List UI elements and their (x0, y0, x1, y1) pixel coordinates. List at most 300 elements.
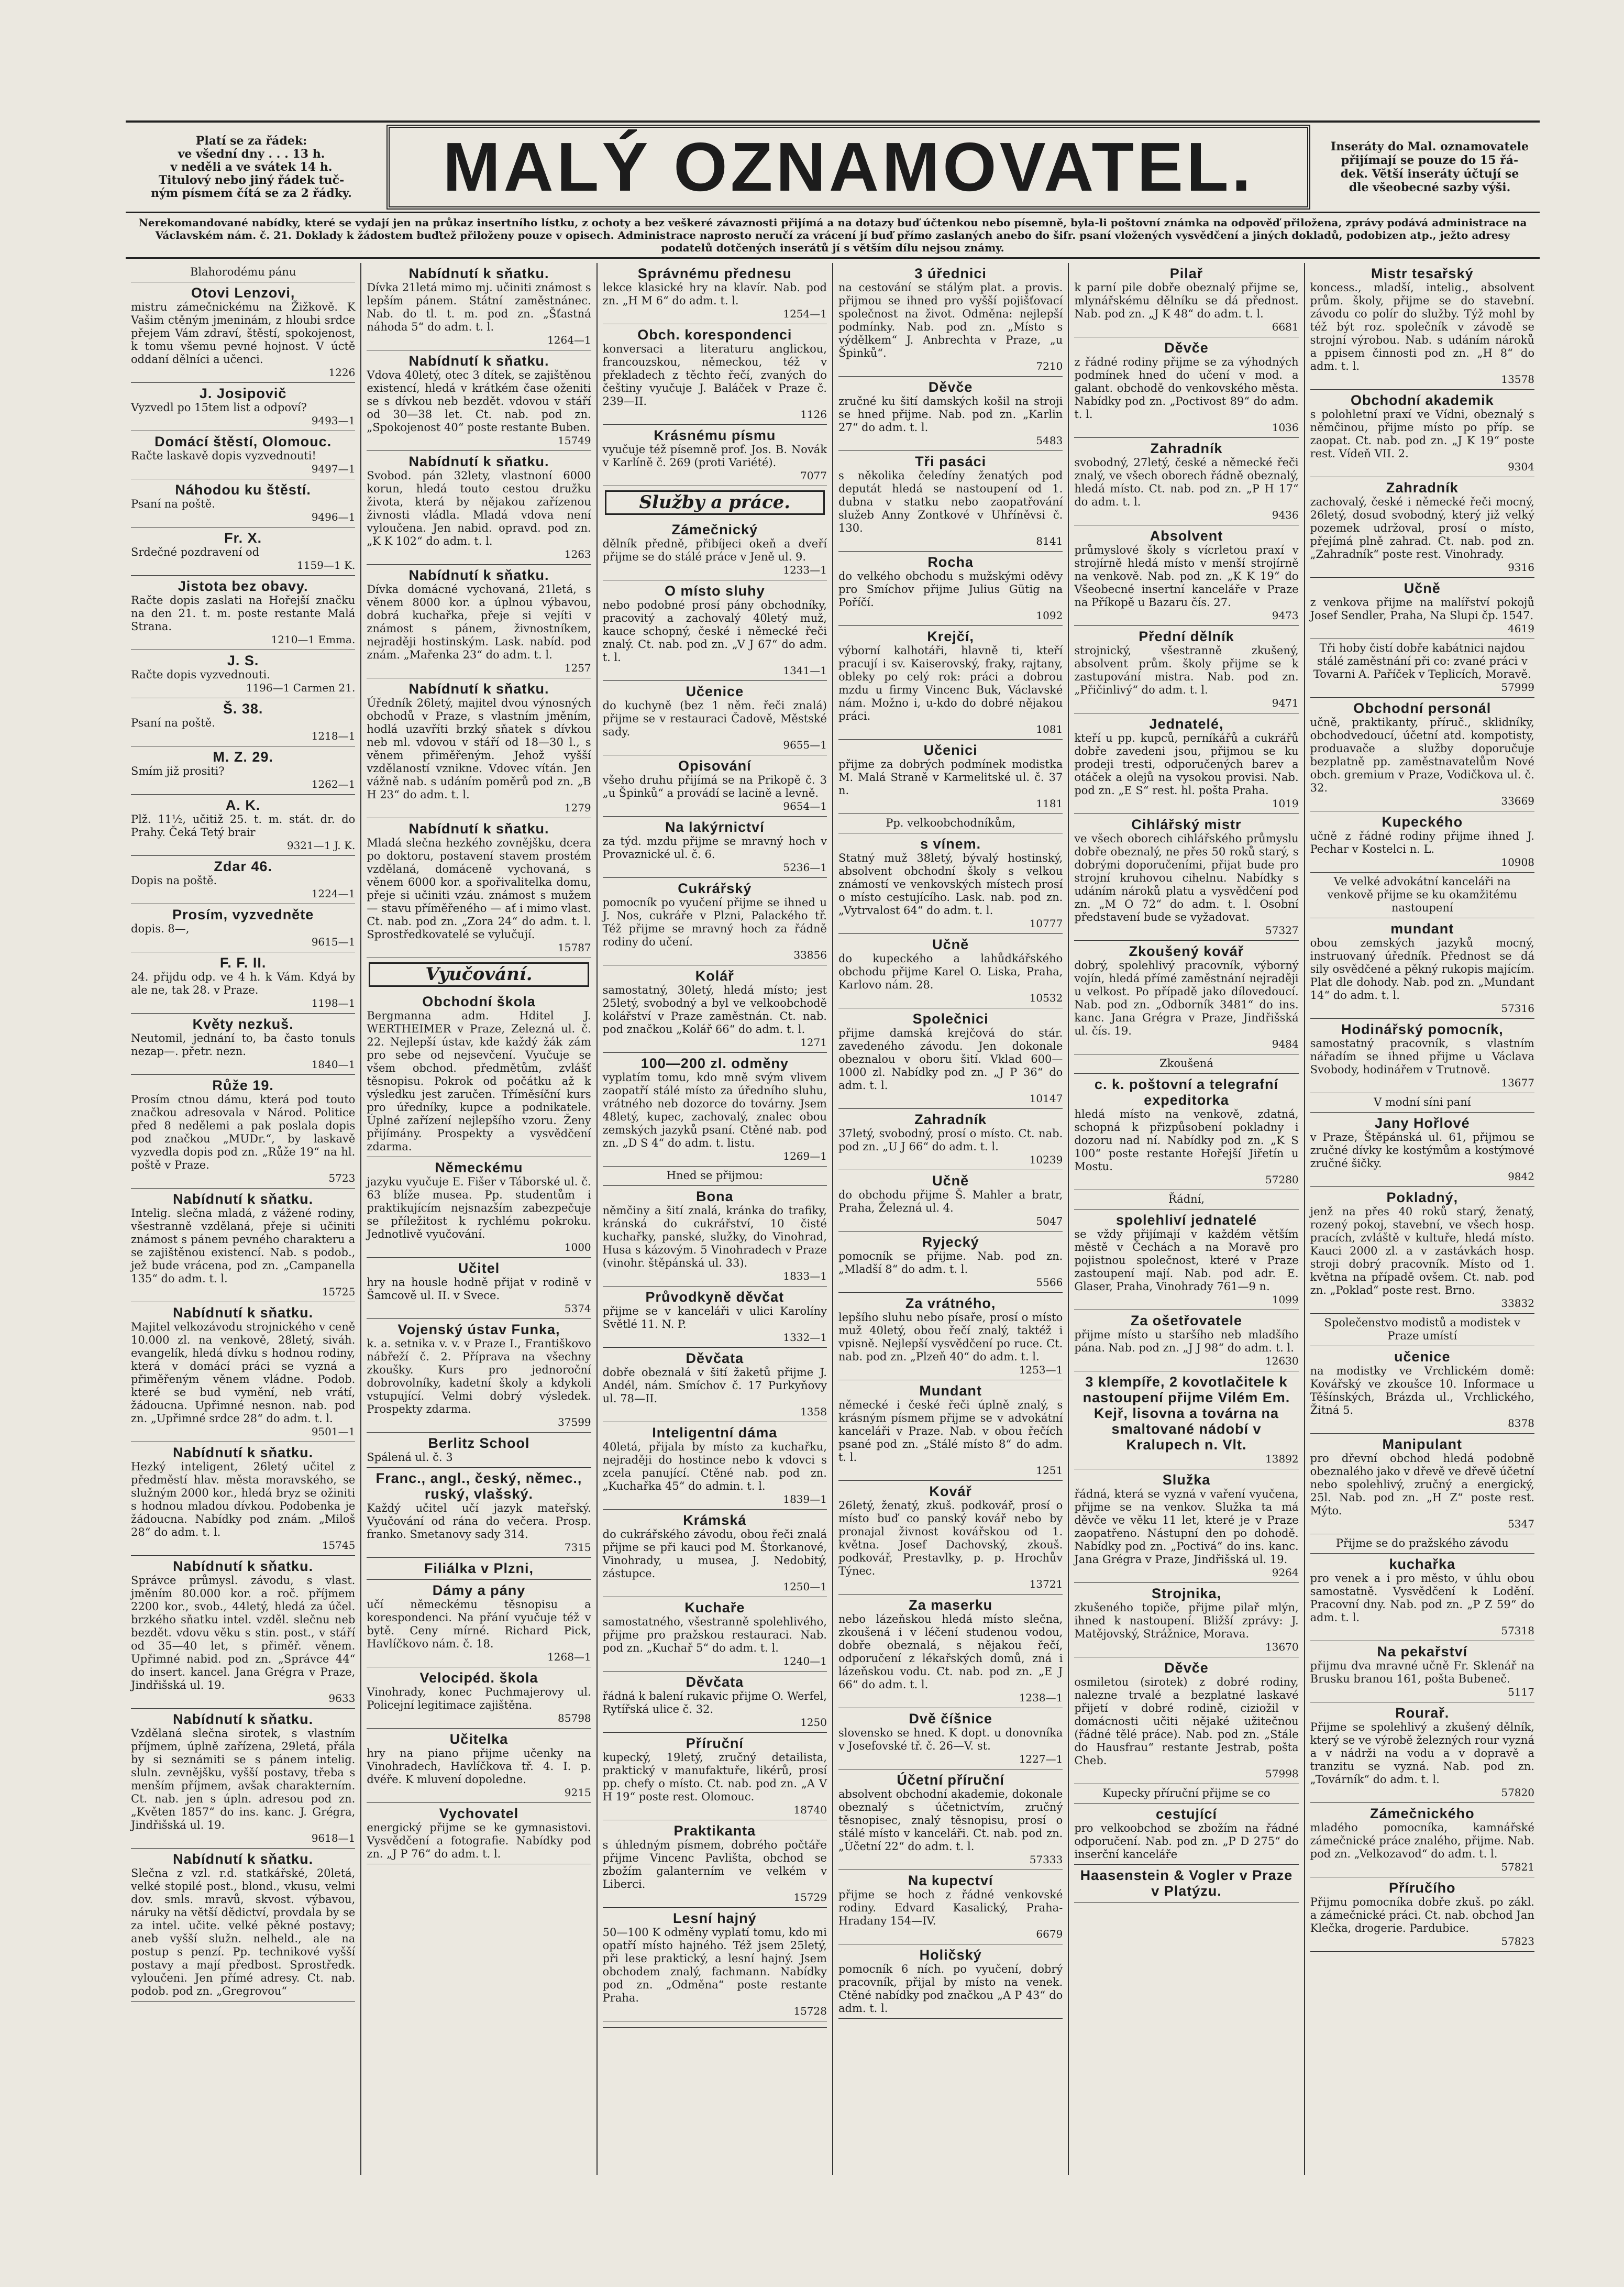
classified-ad (131, 1709, 355, 1849)
classified-ad (1310, 578, 1534, 639)
classified-ad (367, 1558, 591, 1580)
ad-heading: Nabídnutí k sňatku. (408, 353, 549, 369)
ad-heading: Průvodkyně děvčat (645, 1289, 785, 1305)
ad-number: 9493—1 (311, 414, 356, 427)
ad-number: 1262—1 (311, 778, 356, 790)
ad-body: přijme za dobrých podmínek modistka M. Malá Straně v Karmelitské ul. č. 37 n. (838, 758, 1063, 797)
ad-number: 15787 (558, 941, 591, 954)
classified-ad (131, 1556, 355, 1709)
masthead (126, 120, 1540, 213)
ad-heading: Vojenský ústav Funka, (397, 1322, 560, 1337)
ad-heading: Praktikanta (673, 1823, 756, 1839)
ad-number: 5117 (1508, 1686, 1534, 1698)
ad-body: z venkova přijme na malířství pokojů Josef Sendler, Praha, Na Slupi čp. 1547. (1310, 596, 1534, 622)
classified-ad (603, 1422, 827, 1510)
ad-number: 1271 (800, 1036, 827, 1049)
ad-heading: O místo sluhy (665, 583, 765, 599)
ad-number: 57820 (1501, 1786, 1534, 1799)
ad-number: 9655—1 (783, 739, 827, 751)
classified-ad (131, 746, 355, 795)
ad-number: 12630 (1265, 1355, 1299, 1367)
ad-heading: 3 úřednici (914, 266, 987, 281)
ad-body: s polohletní praxí ve Vídni, obeznalý s němčinou, přijme místo po příp. se zaopat. Ct. nab. pod zn. „J K 19“ poste rest. Vídeň VII. 2. (1310, 408, 1534, 460)
ad-number: 9215 (564, 1786, 591, 1799)
ad-heading: Za vrátného, (905, 1295, 996, 1311)
section-heading: Služby a práce. (605, 490, 825, 515)
ad-number: 9321—1 J. K. (286, 839, 356, 852)
ad-body: Přijme se spolehlivý a zkušený dělník, který se ve výrobě železných rour vyzná a v nádrži na vodu a v dopravě a tranzitu se vyzná. Nab. pod zn. „Továrník“ do adm. t. l. (1310, 1721, 1534, 1786)
ad-heading: Společnici (912, 1011, 989, 1027)
ad-heading: M. Z. 29. (213, 749, 273, 765)
classified-ad (367, 1319, 591, 1433)
ad-number: 13677 (1501, 1076, 1534, 1089)
ad-number: 5723 (328, 1172, 356, 1184)
ad-heading: Zdar 46. (214, 859, 272, 874)
classified-ad (131, 1302, 355, 1442)
ad-heading: Nabídnutí k sňatku. (408, 454, 549, 469)
ad-body: do velkého obchodu s mužskými oděvy pro Smíchov přijme Julius Gütig na Poříčí. (838, 570, 1063, 609)
ad-heading: Berlitz School (428, 1435, 530, 1451)
classified-ad (838, 1708, 1063, 1769)
rates-line: ným písmem čítá se za 2 řádky. (151, 186, 352, 200)
ad-body: absolvent obchodní akademie, dokonale obeznalý s účetnictvím, zručný těsnopisec, znalý těsnopisu, prosí o stálé místo v kanceláři. Ct. nab. pod zn. „Účetní 22“ do adm. t. l. (838, 1788, 1063, 1853)
ad-heading: Haasenstein & Vogler v Praze v Platýzu. (1080, 1867, 1293, 1899)
classified-ad (1074, 438, 1298, 525)
classified-ad (367, 565, 591, 678)
ad-body: Správce průmysl. závodu, s vlast. jměním 80.000 kor. a roč. příjmem 2200 kor., svob., 44letý, hledá za účel. brzkého sňatku intel. vzděl. slečnu neb bezdět. vdovu věku s stin. post., v stáří od 35—40 let, s přiměř. věnem. Upřimné nabid. pod zn. „Správce 44“ do insert. kancel. Jana Grégra v Praze, Jindřišská ul. 19. (131, 1574, 356, 1691)
ad-heading: Franc., angl., český, němec., ruský, vlašský. (375, 1470, 582, 1502)
ad-number: 1233—1 (783, 564, 827, 576)
ad-body: 26letý, ženatý, zkuš. podkovář, prosí o místo buď co panský kovář nebo by pronajal živnost kovářskou od 1. května. Josef Dachovský, zkouš. podkovář, Prestavlky, p. p. Hrochův Týnec. (838, 1499, 1063, 1577)
ad-body: k. a. setnika v. v. v Praze I., Františkovo nábřeží č. 2. Příprava na všechny zkoušky. Kurs pro jednoroční dobrovolníky, kadetní školy a kdykoli vstupující. Velmi dobrý výsledek. Prospekty zdarma. (367, 1337, 591, 1415)
classified-ad (1310, 1803, 1534, 1877)
ad-number: 1341—1 (783, 664, 827, 677)
ad-body: nebo podobné prosí pány obchodníky, pracovitý a zachovalý 40letý muž, kauce schopný, české i německé řeči znalý. Ct. nab. pod zn. „V J 67“ do adm. t. l. (602, 599, 827, 664)
classified-ad (131, 795, 355, 856)
ad-heading: spolehliví jednatelé (1115, 1212, 1257, 1228)
ad-number: 37599 (558, 1416, 591, 1428)
ad-heading: Jednatelé, (1149, 716, 1224, 732)
administration-notice: Nerekomandované nabídky, které se vydají jen na průkaz insertního lístku, z ochoty a bez veškeré závaznosti přijímá a na dotazy buď účtenkou nebo písemně, byla-li poštovní známka na odpověď přiložena, zprávy podává administrace na Václavském nám. č. 21. Doklady k žádostem buďtež přiloženy pouze v opisech. Administrace naprosto neručí za vrácení jí buď přímo zaslaných anebo do šifr. psaní vložených vysvědčení a jiných dokladů, podobizen atp., ježto adresy podatelů dotčených inserátů jí s větším dílu nejsou známy. (126, 213, 1540, 259)
ad-body: pro velkoobchod se zbožím na řádné odporučení. Nab. pod zn. „P D 275“ do inserční kanceláře (1074, 1822, 1299, 1861)
classified-ad (131, 282, 355, 383)
ad-number: 5566 (1036, 1276, 1063, 1289)
ad-heading: Na pekařství (1377, 1644, 1468, 1659)
ad-heading: Učně (932, 937, 969, 952)
ad-number: 1218—1 (311, 730, 356, 742)
ad-body: Svobod. pán 32lety, vlastnoní 6000 korun, hledá touto cestou družku života, která by nějakou zařízenou živnosti vládla. Mladá vdova není vyloučena. Jen nabid. opravd. pod zn. „K K 102“ do adm. t. l. (367, 469, 591, 547)
ad-body: lepšího sluhu nebo písaře, prosí o místo muž 40letý, obou řečí znalý, taktéž i vpisně. Nejlepší vysvědčení po ruce. Ct. nab. pod zn. „Plzeň 40“ do adm. t. l. (838, 1311, 1063, 1363)
classified-ad (603, 1820, 827, 1908)
classified-ad (838, 833, 1063, 934)
classified-ad (603, 1053, 827, 1167)
classified-ad (838, 1008, 1063, 1109)
ad-number: 1279 (564, 801, 591, 814)
ad-body: k parní pile dobře obeznalý přijme se, mlynářskému dělníku se dá přednost. Nab. pod zn. „J K 48“ do adm. t. l. (1074, 281, 1299, 320)
ad-body: mistru zámečnickému na Žižkově. K Vašim ctěným jmeninám, z hloubi srdce přejem Vám zdraví, štěstí, spokojenost, k tomu všemu pevné hojnost. V úctě oddaní dělníci a učenci. (131, 301, 356, 366)
ad-heading: Zámečnického (1370, 1806, 1475, 1821)
classified-ad (603, 965, 827, 1053)
ad-body: hry na piano přijme učenky na Vinohradech, Havlíčkova tř. 4. I. p. dvéře. K mluvení dopoledne. (367, 1747, 591, 1786)
ad-body: za týd. mzdu přijme se mravný hoch v Provaznické ul. č. 6. (602, 835, 827, 861)
ad-number: 10532 (1029, 992, 1063, 1004)
classified-ad (1310, 1641, 1534, 1702)
ad-number: 33832 (1501, 1297, 1534, 1310)
ad-body: přijme se v kanceláři v ulici Karolíny Světlé 11. N. P. (602, 1305, 827, 1331)
ad-number: 13892 (1265, 1453, 1299, 1465)
ad-heading: Cukrářský (678, 881, 752, 896)
ad-number: 6681 (1272, 321, 1299, 333)
ad-number: 10777 (1029, 917, 1063, 930)
ad-number: 1036 (1272, 421, 1299, 434)
ad-heading: Učitel (458, 1260, 500, 1276)
classified-ad (1310, 1187, 1534, 1314)
ad-heading: s vínem. (920, 836, 981, 852)
ad-body: zručné ku šití damských košil na stroji se hned přijme. Nab. pod zn. „Karlin 27“ do adm. t. l. (838, 395, 1063, 434)
ad-number: 10908 (1501, 856, 1534, 868)
ad-body: dělník předně, přibíjeci okeň a dveří přijme se do stálé práce v Jeně ul. 9. (602, 537, 827, 563)
page-title: MALÝ OZNAMOVATEL. (386, 125, 1310, 210)
ad-heading: Nabídnutí k sňatku. (408, 681, 549, 697)
classified-ad (131, 952, 355, 1014)
classified-ad (1074, 263, 1298, 337)
classified-ad (1074, 337, 1298, 438)
classified-ad (131, 263, 355, 282)
ad-heading: Š. 38. (223, 701, 263, 717)
ad-body: pro venek a i pro město, v úhlu obou samostatně. Vysvědčení k Lodění. Pracovní dny. Nab. pod zn. „P Z 59“ do adm. t. l. (1310, 1572, 1534, 1624)
ad-body: pro dřevní obchod hledá podobně obeznalého jako v dřevě ve dřevě účetní nebo spolehlivý, zručný a energický, 25l. Nab. pod zn. „H Z“ poste rest. Mýto. (1310, 1452, 1534, 1517)
ad-number: 1227—1 (1019, 1753, 1063, 1765)
ad-number: 1159—1 K. (297, 559, 356, 571)
ad-heading: Zahradník (1150, 441, 1223, 456)
ad-heading: Děvče (928, 379, 973, 395)
ad-heading: Děvče (1164, 340, 1209, 356)
ad-body: vyučuje též písemně prof. Jos. B. Novák v Karlíně č. 269 (proti Variété). (602, 443, 827, 469)
ad-number: 57327 (1265, 924, 1299, 937)
ad-number: 5347 (1508, 1518, 1534, 1530)
classified-ad (1074, 1469, 1298, 1583)
classified-ad (131, 383, 355, 431)
ad-body: 24. přijdu odp. ve 4 h. k Vám. Kdyá by ale ne, tak 28. v Praze. (131, 971, 356, 996)
ad-body: Vinohrady, konec Puchmajerovy ul. Policejní legitimace zajištěna. (367, 1686, 591, 1711)
classified-ad (603, 1672, 827, 1733)
ad-body: Intelig. slečna mladá, z vážené rodiny, všestranně vzdělaná, přeje si učiniti známost s pánem pevného charakteru a se zajištěnou existencí. Nab. s podob., jež bude vrácena, pod zn. „Campanella 135“ do adm. t. l. (131, 1207, 356, 1285)
ad-body: Statný muž 38letý, bývalý hostinský, absolvent obchodní školy s velkou známostí ve venkovských místech prosí o místo cestujícího. Lask. nab. pod zn. „Vytrvalost 64“ do adm. t. l. (838, 852, 1063, 917)
ad-body: z řádné rodiny přijme se za výhodných podmínek hned do učení v mod. a galant. obchodě do venkovského města. Nabídky pod zn. „Poctivost 89“ do adm. t. l. (1074, 356, 1299, 421)
ad-body: dobře obeznalá v šití žaketů přijme J. Andél, nám. Smíchov č. 17 Purkyňovy ul. 78—II. (602, 1366, 827, 1405)
ad-number: 1226 (328, 366, 356, 379)
classified-ad (1310, 1702, 1534, 1803)
ad-body: obou zemských jazyků mocný, instruovaný úředník. Přednost se dá sily osvědčené a pěkný rukopis majícím. Plat dle dohody. Nab. pod zn. „Mundant 14“ do adm. t. l. (1310, 937, 1534, 1002)
ad-number: 1839—1 (783, 1493, 827, 1505)
ad-heading: Krejčí, (927, 629, 974, 644)
classified-ad (131, 698, 355, 746)
classified-ad (603, 1510, 827, 1597)
ad-heading: Krámská (683, 1512, 747, 1528)
ad-heading: Učitelka (449, 1731, 509, 1747)
classified-ad (838, 814, 1063, 833)
ad-body: dopis. 8—, (131, 922, 190, 935)
rates-line: Platí se za řádek: (195, 134, 307, 148)
classified-ad (131, 479, 355, 527)
terms-line: přijímají se pouze do 15 řá- (1341, 153, 1519, 167)
ad-number: 1224—1 (311, 887, 356, 900)
classified-ad (1074, 1784, 1298, 1804)
ad-body: všeho druhu přijímá se na Prikopě č. 3 „u Špinků“ a provádí se lacině a levně. (602, 774, 827, 799)
ad-body: jenž na přes 40 roků starý, ženatý, rozený pokoj, stavební, ve všech hosp. pracích, zvláště v kultuře, hledá místo. Kauci 2000 zl. a v zastávkách hosp. stroji dobrý pracovník. Místo od 1. května na případě ovšem. Ct. nab. pod zn. „Poklad“ poste rest. Brno. (1310, 1205, 1534, 1296)
ad-heading: J. S. (227, 653, 259, 668)
ad-body: slovensko se hned. K dopt. u donovníka v Josefovské tř. č. 26—V. st. (838, 1727, 1063, 1752)
classified-ad (1310, 1314, 1534, 1346)
ad-heading: Příruční (686, 1735, 744, 1751)
ad-heading: Jistota bez obavy. (178, 578, 308, 594)
classified-ad (1310, 1346, 1534, 1434)
classified-ad (131, 856, 355, 904)
ad-heading: Obchodní akademik (1351, 392, 1494, 408)
ad-number: 7315 (564, 1541, 591, 1554)
classified-ad (603, 1733, 827, 1820)
classified-ad (603, 324, 827, 425)
ad-number: 9654—1 (783, 800, 827, 812)
ad-heading: Učně (1404, 580, 1441, 596)
ad-body: Vyzvedl po 15tem list a odpoví? (131, 401, 307, 414)
ad-body: Račte dopis zaslati na Hořejší značku na den 21. t. m. poste restante Malá Strana. (131, 594, 356, 633)
ad-body: německé i české řeči úplně znalý, s krásným písmem přijme se v advokátní kanceláři v Praze. Nab. v obou řečích psané pod zn. „Stálé místo 8“ do adm. t. l. (838, 1399, 1063, 1464)
ad-number: 1126 (800, 408, 827, 421)
ad-heading: Německému (435, 1160, 523, 1175)
classified-ad (1310, 811, 1534, 873)
ad-number: 1181 (1036, 797, 1063, 810)
classified-ad (367, 678, 591, 818)
ad-body: zkušeného topiče, přijme pilař mlýn, ihned k nastoupení. Bližší zprávy: J. Matějovský, Strážnice, Morava. (1074, 1601, 1299, 1640)
classified-ad (603, 519, 827, 580)
ad-body: přijme damská krejčová do stár. zavedeného závodu. Jen dokonale obeznalou v oboru šití. Vklad 600—1000 zl. Nabídky pod zn. „J P 36“ do adm. t. l. (838, 1027, 1063, 1092)
ad-body: pomocník 6 ních. po vyučení, dobrý pracovník, přijal by místo na venek. Ctěné nabídky pod značkou „A P 43“ do adm. t. l. (838, 1963, 1063, 2015)
classified-ad (367, 1468, 591, 1558)
ad-number: 1358 (800, 1405, 827, 1418)
classified-ad (838, 1481, 1063, 1595)
ad-body: Tři hoby čistí dobře kabátnici najdou stálé zaměstnání při co: zvané práci v Tovarni A. Paříček v Teplicích, Moravě. (1313, 642, 1531, 680)
classified-ad (131, 1189, 355, 1302)
ad-heading: Za ošetřovatele (1130, 1313, 1243, 1328)
ad-body: Přijmu pomocníka dobře zkuš. po zákl. a zámečnické práci. Ct. nab. obchod Jan Klečka, drogerie. Pardubice. (1310, 1896, 1534, 1934)
classified-ad (1074, 1583, 1298, 1657)
ad-body: do kuchyně (bez 1 něm. řeči znalá) přijme se v restauraci Čadově, Městské sady. (602, 699, 827, 738)
ad-body: na modistky ve Vrchlickém domě: Kovářský ve zkoušce 10. Informace u Těšínských, Brázda ul., Vrchlického, Žitná 5. (1310, 1365, 1534, 1416)
ad-body: 37letý, svobodný, prosí o místo. Ct. nab. pod zn. „U J 66“ do adm. t. l. (838, 1127, 1063, 1153)
ad-number: 5483 (1036, 434, 1063, 447)
rates-box (126, 135, 377, 200)
ad-heading: Ryjecký (922, 1234, 979, 1250)
ad-body: se vždy přijímají v každém větším městě v Čechách a na Moravě pro pojistnou společnost, které v Praze zastoupení mají. Nab. pod adr. E. Glaser, Praha, Vinohrady 761—9 n. (1074, 1228, 1299, 1293)
classified-ad (1074, 713, 1298, 814)
ad-number: 5374 (564, 1302, 591, 1315)
ad-body: Pp. velkoobchodníkům, (886, 817, 1016, 829)
ad-heading: Nabídnutí k sňatku. (173, 1711, 314, 1727)
classified-ad (838, 1944, 1063, 2019)
ad-heading: Děvče (1164, 1660, 1209, 1676)
ad-number: 9304 (1508, 460, 1534, 473)
classified-ad (1310, 1554, 1534, 1641)
ad-heading: Děvčata (686, 1350, 744, 1366)
ad-heading: Na lakýrnictví (665, 819, 765, 835)
ad-heading: Cihlářský mistr (1131, 817, 1242, 832)
classified-ad (1074, 1054, 1298, 1074)
classified-ad (1074, 525, 1298, 626)
ad-body: Majitel velkozávodu strojnického v ceně 10.000 zl. na venkově, 28letý, siváh. evangelík, hledá dívku s hodnou rodiny, která v domácí práci se vyzná a přiměřeným věnem vládne. Podob. které se bud vymění, neb vrátí, žádoucna. Upřimné nesnon. nab. pod zn. „Upřimné srdce 28“ do adm. t. l. (131, 1321, 356, 1425)
classified-ad (367, 1667, 591, 1729)
ad-number: 1196—1 Carmen 21. (246, 681, 356, 694)
classified-ad (603, 817, 827, 878)
ad-heading: kuchařka (1389, 1556, 1456, 1572)
ad-number: 9316 (1508, 561, 1534, 574)
ad-heading: Tři pasáci (915, 454, 987, 469)
classified-ad (603, 425, 827, 486)
ad-column (1069, 263, 1305, 2175)
ad-body: hry na housle hodně přijat v rodině v Šamcově ul. II. v Svece. (367, 1276, 591, 1302)
ad-body: koncess., mladší, intelig., absolvent prům. školy, přijme se do stavební. závodu co polír do služby. Týž mohl by též být roz. společník v závodě se strojní výrobou. Nab. s udáním nároků a ppisem činnosti pod zn. „H 8“ do adm. t. l. (1310, 281, 1534, 372)
ad-body: Hned se přijmou: (666, 1169, 763, 1182)
ad-heading: Krásnému písmu (654, 427, 776, 443)
classified-ad (367, 1433, 591, 1468)
ad-heading: Rocha (927, 554, 974, 570)
ad-body: Ve velké advokátní kanceláři na venkově přijme se ku okamžitému nastoupení (1327, 875, 1518, 914)
ad-body: učí německému těsnopisu a korespondenci. Na přání vyučuje též v bytě. Ceny mírné. Richard Pick, Havlíčkovo nám. č. 18. (367, 1598, 591, 1650)
classified-ad (1074, 814, 1298, 941)
classified-ad (838, 552, 1063, 626)
ad-heading: Obchodní personál (1353, 700, 1492, 716)
classified-ad (1310, 639, 1534, 698)
ad-heading: Přední dělník (1139, 629, 1234, 644)
ad-body: přijme místo u staršího neb mladšího pána. Nab. pod zn. „J J 98“ do adm. t. l. (1074, 1328, 1299, 1354)
classified-ad (1310, 1434, 1534, 1534)
ad-body: lekce klasické hry na klavír. Nab. pod zn. „H M 6“ do adm. t. l. (602, 281, 827, 307)
classified-ad (1310, 873, 1534, 918)
terms-line: Inseráty do Mal. oznamovatele (1330, 140, 1529, 153)
ad-heading: Služka (1162, 1472, 1211, 1488)
classified-ad (838, 1769, 1063, 1870)
ad-heading: Kupeckého (1382, 814, 1463, 830)
ad-body: Blahorodému pánu (190, 266, 296, 278)
ad-number: 1264—1 (547, 334, 591, 346)
ad-number: 1210—1 Emma. (271, 633, 356, 646)
ad-body: pomocník se přijme. Nab. pod zn. „Mladší 8“ do adm. t. l. (838, 1250, 1063, 1276)
classified-ad (131, 650, 355, 698)
ad-columns (126, 263, 1540, 2175)
rates-line: v neděli a ve svátek 14 h. (170, 160, 333, 174)
ad-heading: Děvčata (686, 1674, 744, 1690)
classified-ad (1310, 698, 1534, 811)
classified-ad (603, 755, 827, 817)
ad-heading: Správnému přednesu (637, 266, 792, 281)
ad-body: samostatného, všestranně spolehlivého, přijme pro pražskou restauraci. Nab. pod zn. „Kuchař 5“ do adm. t. l. (602, 1615, 827, 1654)
ad-heading: Velocipéd. škola (419, 1670, 538, 1686)
ad-heading: 100—200 zl. odměny (640, 1055, 789, 1071)
ad-body: Zkoušená (1159, 1057, 1213, 1070)
ad-body: 50—100 K odměny vyplatí tomu, kdo mi opatří místo hajného. Též jsem 25letý, při lese praktický, a lesní hajný. Jsem obchodem znalý, fachmann. Nabídky pod zn. „Odměna“ poste restante Praha. (602, 1926, 827, 2004)
ad-heading: F. F. II. (219, 955, 267, 971)
classified-ad (1310, 1113, 1534, 1187)
classified-ad (838, 1170, 1063, 1232)
ad-number: 57316 (1501, 1002, 1534, 1015)
ad-number: 1019 (1272, 797, 1299, 810)
classified-ad (603, 1287, 827, 1348)
classified-ad (1310, 1019, 1534, 1093)
ad-body: Vzdělaná slečna sirotek, s vlastním příjmem, úplně zařízena, 29letá, přála by si seznámiti se s pánem intelig. sluln. zevnějšku, vyšší postavy, třeba s menším příjmem, avšak charakterním. Ct. nab. jen s úpln. adresou pod zn. „Květen 1857“ do ins. kanc. J. Grégra, Jindřišská ul. 19. (131, 1727, 356, 1831)
ad-heading: Strojnika, (1151, 1586, 1221, 1601)
classified-ad (838, 626, 1063, 740)
ad-heading: Nabídnutí k sňatku. (173, 1851, 314, 1867)
ad-heading: Učenici (923, 742, 978, 758)
ad-number: 1833—1 (783, 1270, 827, 1282)
ad-body: osmiletou (sirotek) z dobré rodiny, nalezne trvalé a bezplatné laskavé přijetí v dobré rodině, ciziožil v domácnosti učiti nějaké užitečnou (řádné tělé práce). Nab. pod zn. „Stále do Hausfrau“ restante Jestrab, pošta Cheb. (1074, 1676, 1299, 1767)
ad-heading: Nabídnutí k sňatku. (173, 1445, 314, 1460)
ad-body: do kupeckého a lahůdkářského obchodu přijme Karel O. Liska, Praha, Karlovo nám. 28. (838, 952, 1063, 991)
classified-ad (838, 934, 1063, 1008)
ad-heading: Filiálka v Plzni, (424, 1560, 534, 1576)
ad-number: 1081 (1036, 723, 1063, 735)
ad-heading: Jany Hořlové (1375, 1115, 1470, 1131)
ad-heading: Příručího (1389, 1880, 1456, 1896)
ad-heading: Pilař (1169, 266, 1203, 281)
ad-number: 57318 (1501, 1624, 1534, 1637)
ad-number: 13578 (1501, 373, 1534, 386)
ad-body: svobodný, 27letý, české a německé řeči znalý, ve všech oborech řádně obeznalý, hledá místo. Ct. nab. pod zn. „P H 17“ do adm. t. l. (1074, 456, 1299, 508)
classified-ad (603, 263, 827, 324)
classified-ad (367, 263, 591, 350)
classified-ad (1310, 390, 1534, 477)
ad-number: 4619 (1508, 622, 1534, 635)
ad-body: jazyku vyučuje E. Fišer v Táborské ul. č. 63 blíže musea. Pp. studentům i praktikujícím nejsnazším zabezpečuje se příležitost k rychlému pokroku. Jednotlivě vyučování. (367, 1175, 591, 1240)
ad-heading: Hodinářský pomocník, (1341, 1021, 1504, 1037)
ad-heading: Zkoušený kovář (1129, 943, 1244, 959)
ad-body: Dívka 21letá mimo mj. učiniti známost s lepším pánem. Státní zaměstnánec. Nab. do tl. t. m. pod zn. „Šťastná náhoda 5“ do adm. t. l. (367, 281, 591, 333)
ad-number: 1251 (1036, 1464, 1063, 1477)
ad-number: 57998 (1265, 1767, 1299, 1780)
ad-heading: Za maserku (909, 1597, 993, 1613)
ad-number: 33856 (793, 949, 827, 961)
ad-heading: Nabídnutí k sňatku. (408, 567, 549, 583)
ad-heading: Obch. korespondenci (637, 327, 792, 343)
ad-number: 57333 (1029, 1853, 1063, 1866)
ad-body: Račte laskavě dopis vyzvednouti! (131, 449, 316, 462)
ad-body: samostatný, 30letý, hledá místo; jest 25letý, svobodný a byl ve velkoobchodě kolářství v Praze zaměstnán. Ct. nab. pod značkou „Kolář 66“ do adm. t. l. (602, 984, 827, 1036)
ad-number: 1332—1 (783, 1331, 827, 1344)
ad-heading: Otovi Lenzovi, (191, 285, 295, 301)
classified-ad (603, 580, 827, 681)
ad-number: 57821 (1501, 1861, 1534, 1873)
classified-ad (367, 1157, 591, 1258)
ad-body: přijme se hoch z řádné venkovské rodiny. Edvard Kasalický, Praha-Hradany 154—IV. (838, 1888, 1063, 1927)
classified-ad (838, 1109, 1063, 1170)
ad-number: 1268—1 (547, 1651, 591, 1663)
ad-body: kteří u pp. kupců, perníkářů a cukrářů dobře zavedeni jsou, přijmou se ku prodeji tresti, odporučených barev a otáček a olejů na vysokou provisi. Nab. pod zn. „E S“ rest. hl. pošta Praha. (1074, 732, 1299, 797)
ad-body: zachovalý, české i německé řeči mocný, 26letý, dosud svobodný, který již velký pozemek udržoval, prosí o místo, přejímá plně zahrad. Ct. nab. pod zn. „Zahradník“ poste rest. Vinohrady. (1310, 496, 1534, 560)
ad-heading: Opisování (678, 758, 752, 774)
classified-ad (838, 377, 1063, 451)
ad-body: kupecký, 19letý, zručný detailista, praktický v manufaktuře, likérů, prosí pp. chefy o místo. Ct. nab. pod zn. „A V H 19“ poste rest. Olomouc. (602, 1751, 827, 1803)
ad-heading: Mistr tesařský (1371, 266, 1474, 281)
classified-ad (131, 904, 355, 952)
classified-ad (838, 451, 1063, 552)
ad-body: Mladá slečna hezkého zovnějšku, dcera po doktoru, postavení stavem prostém vzdělaná, domáceně vychovaná, s věnem 6000 kor. a spořivalitelka domu, přeje si učiniti vzáu. známost s mužem — stavu příměřeného — ať i mimo vlast. Ct. nab. pod zn. „Zora 24“ do adm. t. l. Sprostředkovatelé se vylučují. (367, 837, 591, 941)
ad-body: v Praze, Štěpánská ul. 61, přijmou se zručné dívky ke kostýmům a kostýmové zručné šičky. (1310, 1131, 1534, 1170)
ad-number: 1238—1 (1019, 1691, 1063, 1704)
ad-body: pomocník po vyučení přijme se ihned u J. Nos, cukráře v Plzni, Palackého tř. Též přijme se mravný hoch za řádně rodiny do učení. (602, 896, 827, 948)
ad-body: Neutomil, jednání to, ba často tonuls nezap—. přetr. nezn. (131, 1032, 356, 1058)
classified-ad (603, 2021, 827, 2028)
ad-heading: Dvě číšnice (909, 1711, 992, 1727)
